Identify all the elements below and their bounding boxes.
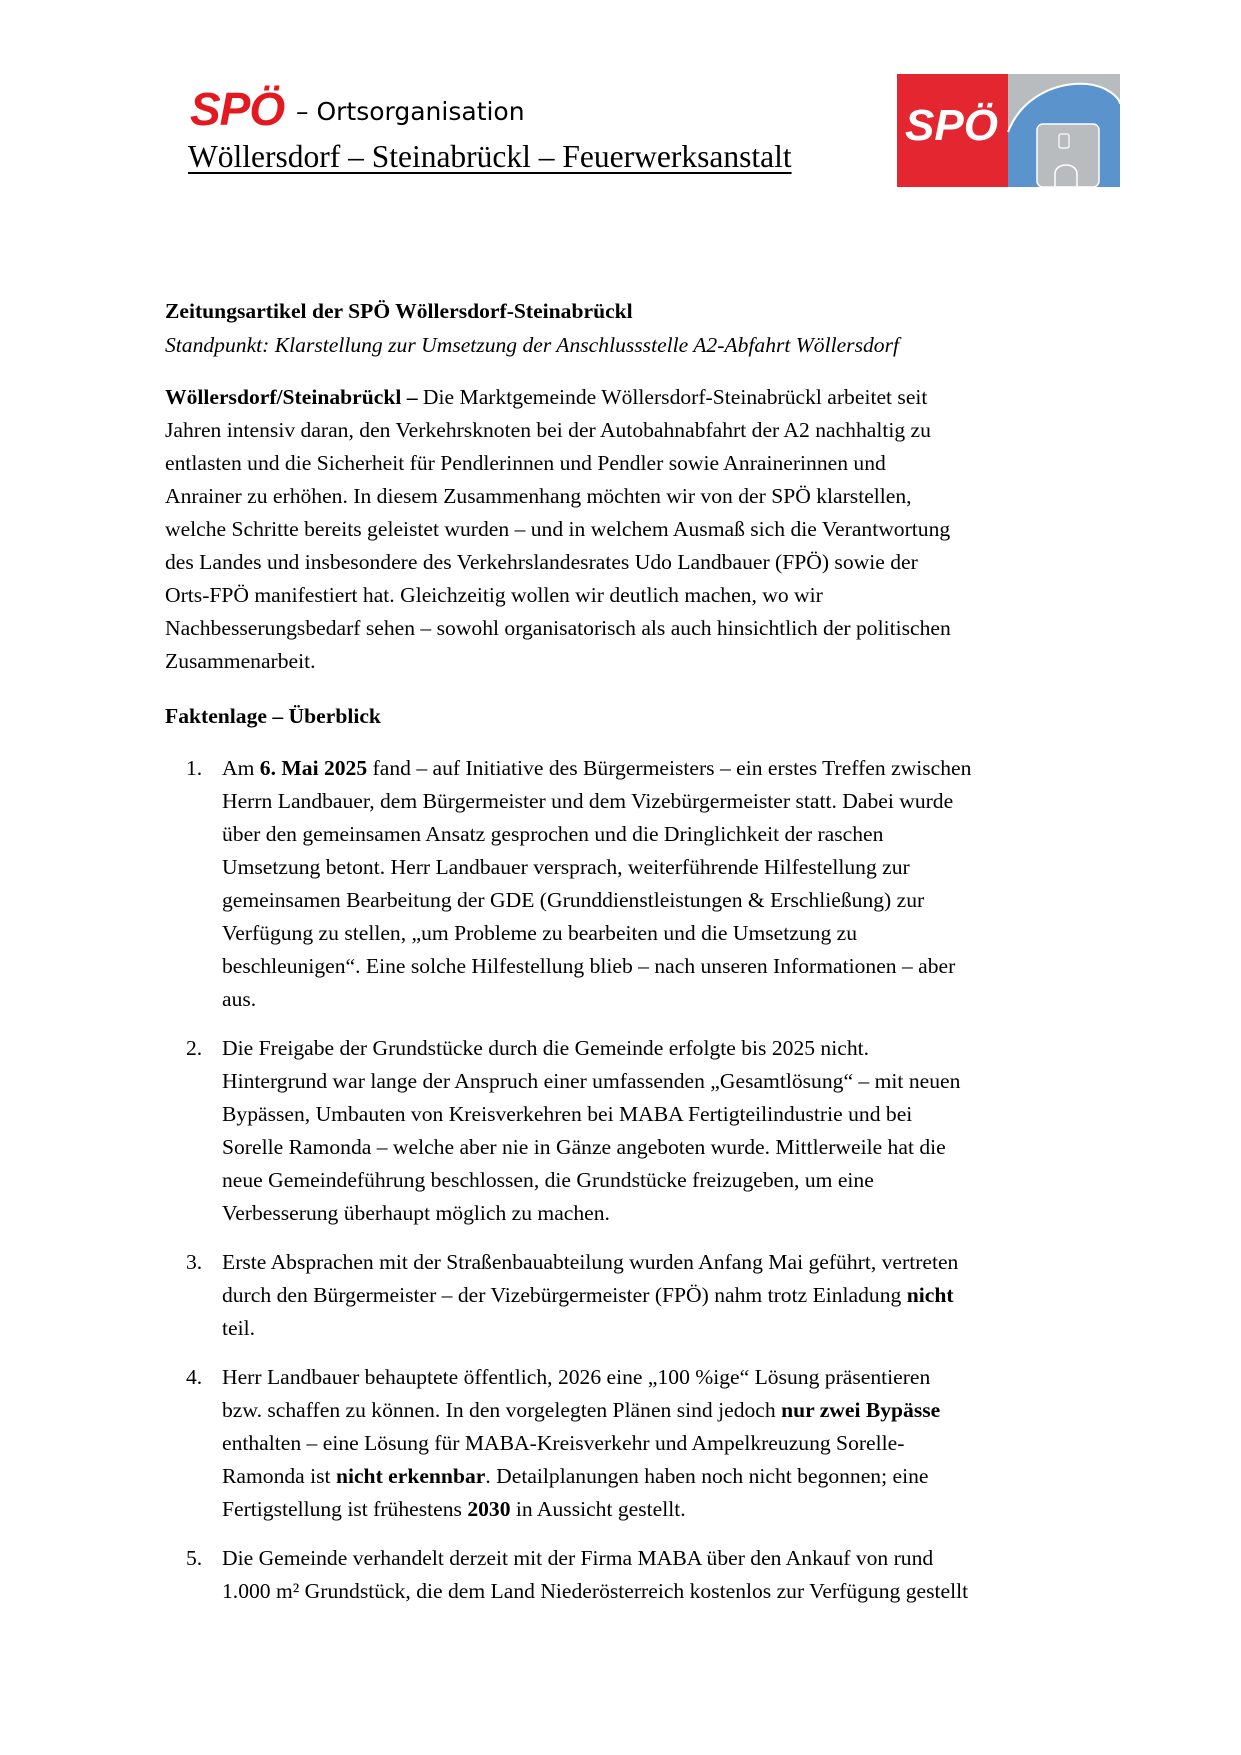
intro-line: entlasten und die Sicherheit für Pendlerinnen und Pendler sowie Anrainerinnen und bbox=[165, 451, 886, 475]
article-subtitle: Standpunkt: Klarstellung zur Umsetzung der Anschlussstelle A2-Abfahrt Wöllersdorf bbox=[165, 333, 899, 357]
header-place: Wöllersdorf – Steinabrückl – Feuerwerksanstalt bbox=[188, 139, 792, 174]
emphasis-2030: 2030 bbox=[467, 1497, 511, 1521]
emphasis-nicht: nicht bbox=[906, 1283, 954, 1307]
header-org-label: – Ortsorganisation bbox=[296, 97, 525, 126]
list-item: 1. Am 6. Mai 2025 fand – auf Initiative des Bürgermeisters – ein erstes Treffen zwischen Herrn Landbauer, dem Bürgermeister und dem Vizebürgermeister statt. Dabei wurde über den gemeinsamen Ansatz gesprochen und die Dringlichkeit der raschen Umsetzung betont. Herr Landbauer versprach, weiterführende Hilfestellung zur gemeinsamen Bearbeitung der GDE (Grunddienstleistungen & Erschließung) zur Verfügung zu stellen, „um Probleme zu bearbeiten und die Umsetzung zu beschleunigen“. Eine solche Hilfestellung blieb – nach unseren Informationen – aber aus. bbox=[165, 752, 1105, 1016]
list-number: 5. bbox=[186, 1546, 203, 1570]
intro-line: Zusammenarbeit. bbox=[165, 649, 316, 673]
intro-line: Nachbesserungsbedarf sehen – sowohl organisatorisch als auch hinsichtlich der politischen bbox=[165, 616, 951, 640]
intro-line: des Landes und insbesondere des Verkehrslandesrates Udo Landbauer (FPÖ) sowie der bbox=[165, 550, 918, 574]
section-heading: Faktenlage – Überblick bbox=[165, 704, 381, 728]
list-item: 4. Herr Landbauer behauptete öffentlich, 2026 eine „100 %ige“ Lösung präsentieren bzw. schaffen zu können. In den vorgelegten Plänen sind jedoch nur zwei Bypässe enthalten – eine Lösung für MABA-Kreisverkehr und Ampelkreuzung Sorelle- Ramonda ist nicht erkennbar. Detailplanungen haben noch nicht begonnen; eine Fertigstellung ist frühestens 2030 in Aussicht gestellt. bbox=[165, 1361, 1105, 1526]
list-number: 1. bbox=[186, 756, 203, 780]
intro-line: welche Schritte bereits geleistet wurden – und in welchem Ausmaß sich die Verantwortung bbox=[165, 517, 951, 541]
intro-lead: Wöllersdorf/Steinabrückl – bbox=[165, 385, 418, 409]
header-party-name: SPÖ bbox=[190, 83, 285, 135]
emphasis-date: 6. Mai 2025 bbox=[259, 756, 368, 780]
logo-text: SPÖ bbox=[905, 101, 998, 150]
list-item: 5. Die Gemeinde verhandelt derzeit mit der Firma MABA über den Ankauf von rund 1.000 m² Grundstück, die dem Land Niederösterreich kostenlos zur Verfügung gestellt bbox=[165, 1542, 1105, 1608]
list-number: 3. bbox=[186, 1250, 203, 1274]
logo-door bbox=[1037, 124, 1099, 187]
intro-line: Jahren intensiv daran, den Verkehrsknoten bei der Autobahnabfahrt der A2 nachhaltig zu bbox=[165, 418, 931, 442]
list-item: 2. Die Freigabe der Grundstücke durch die Gemeinde erfolgte bis 2025 nicht. Hintergrund war lange der Anspruch einer umfassenden „Gesamtlösung“ – mit neuen Bypässen, Umbauten von Kreisverkehren bei MABA Fertigteilindustrie und bei Sorelle Ramonda – welche aber nie in Gänze angeboten wurde. Mittlerweile hat die neue Gemeindeführung beschlossen, die Grundstücke freizugeben, um eine Verbesserung überhaupt möglich zu machen. bbox=[165, 1032, 1105, 1230]
emphasis-bypaesse: nur zwei Bypässe bbox=[781, 1398, 941, 1422]
article-title: Zeitungsartikel der SPÖ Wöllersdorf-Steinabrückl bbox=[165, 299, 633, 323]
list-item: 3. Erste Absprachen mit der Straßenbauabteilung wurden Anfang Mai geführt, vertreten durch den Bürgermeister – der Vizebürgermeister (FPÖ) nahm trotz Einladung nicht teil. bbox=[165, 1246, 1105, 1345]
spoe-logo-graphic bbox=[897, 74, 1120, 187]
spoe-logo bbox=[897, 74, 1120, 187]
intro-line: Wöllersdorf/Steinabrückl – Die Marktgemeinde Wöllersdorf-Steinabrückl arbeitet seit bbox=[165, 385, 928, 409]
emphasis-nicht-erkennbar: nicht erkennbar bbox=[335, 1464, 486, 1488]
intro-paragraph bbox=[165, 381, 1095, 678]
facts-list bbox=[165, 752, 1105, 1624]
intro-line: Orts-FPÖ manifestiert hat. Gleichzeitig wollen wir deutlich machen, wo wir bbox=[165, 583, 823, 607]
list-number: 2. bbox=[186, 1036, 203, 1060]
intro-line: Anrainer zu erhöhen. In diesem Zusammenhang möchten wir von der SPÖ klarstellen, bbox=[165, 484, 912, 508]
list-number: 4. bbox=[186, 1365, 203, 1389]
